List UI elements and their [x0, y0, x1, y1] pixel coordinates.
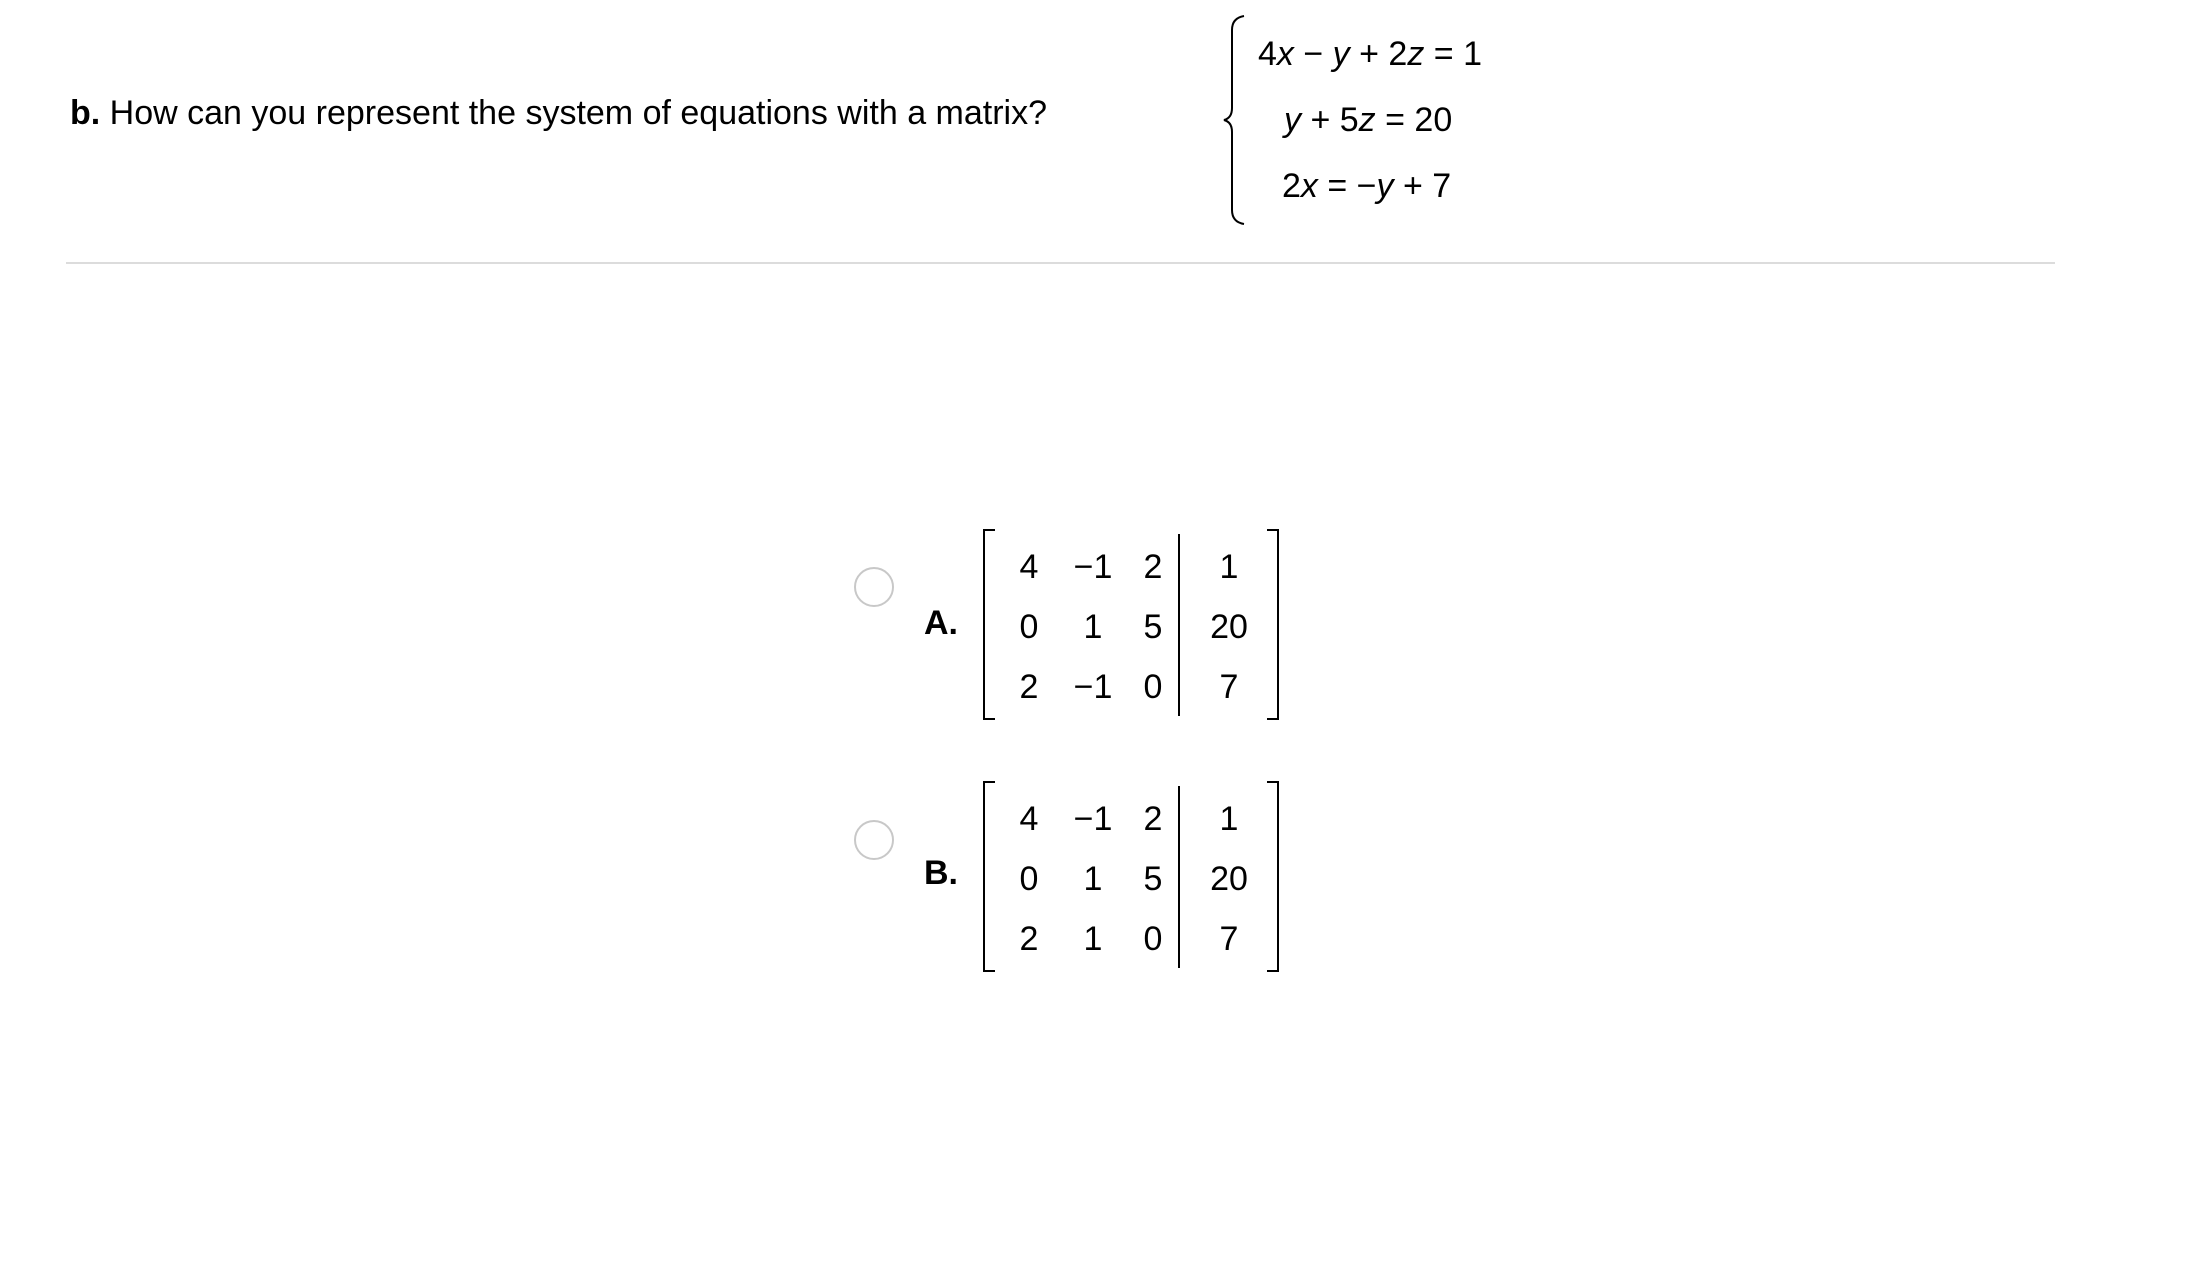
- equation-row-3: 2x = −y + 7: [1282, 167, 1452, 205]
- matrix-cell: 2: [1019, 668, 1039, 706]
- matrix-cell: 1: [1083, 860, 1103, 898]
- matrix-cell: 5: [1143, 860, 1163, 898]
- choice-label-b: B.: [924, 854, 958, 892]
- left-bracket-icon: [983, 529, 995, 720]
- matrix-cell: −1: [1073, 800, 1113, 838]
- radio-button-a[interactable]: [854, 567, 894, 607]
- left-bracket-icon: [983, 781, 995, 972]
- matrix-cell: 7: [1219, 920, 1239, 958]
- question-text: [70, 93, 1047, 133]
- matrix-cell: 1: [1083, 920, 1103, 958]
- matrix-cell: 2: [1143, 800, 1163, 838]
- matrix-cell: −1: [1073, 548, 1113, 586]
- section-divider: [66, 262, 2055, 264]
- radio-button-b[interactable]: [854, 820, 894, 860]
- matrix-cell: 5: [1143, 608, 1163, 646]
- question-body: How can you represent the system of equations with a matrix?: [100, 94, 1048, 132]
- matrix-cell: 2: [1143, 548, 1163, 586]
- matrix-cell: 0: [1143, 920, 1163, 958]
- matrix-cell: 1: [1219, 548, 1239, 586]
- matrix-cell: 7: [1219, 668, 1239, 706]
- matrix-cell: 1: [1219, 800, 1239, 838]
- matrix-cell: 1: [1083, 608, 1103, 646]
- choice-label-a: A.: [924, 604, 958, 642]
- right-bracket-icon: [1267, 529, 1279, 720]
- matrix-cell: 2: [1019, 920, 1039, 958]
- matrix-cell: 0: [1019, 860, 1039, 898]
- matrix-cell: 4: [1019, 800, 1039, 838]
- right-bracket-icon: [1267, 781, 1279, 972]
- matrix-cell: 4: [1019, 548, 1039, 586]
- question-part-label: b.: [70, 94, 101, 132]
- matrix-cell: 0: [1019, 608, 1039, 646]
- augmented-matrix-a: [983, 529, 1279, 722]
- equation-row-2: y + 5z = 20: [1284, 101, 1453, 139]
- left-brace-icon: [1222, 14, 1252, 226]
- equation-system: [1222, 14, 1522, 226]
- equation-row-1: 4x − y + 2z = 1: [1258, 35, 1483, 73]
- matrix-cell: 0: [1143, 668, 1163, 706]
- matrix-cell: 20: [1210, 608, 1248, 646]
- matrix-cell: −1: [1073, 668, 1113, 706]
- augmented-matrix-b: [983, 781, 1279, 974]
- matrix-cell: 20: [1210, 860, 1248, 898]
- answer-choice-b[interactable]: [852, 781, 1312, 976]
- answer-choice-a[interactable]: [852, 529, 1312, 724]
